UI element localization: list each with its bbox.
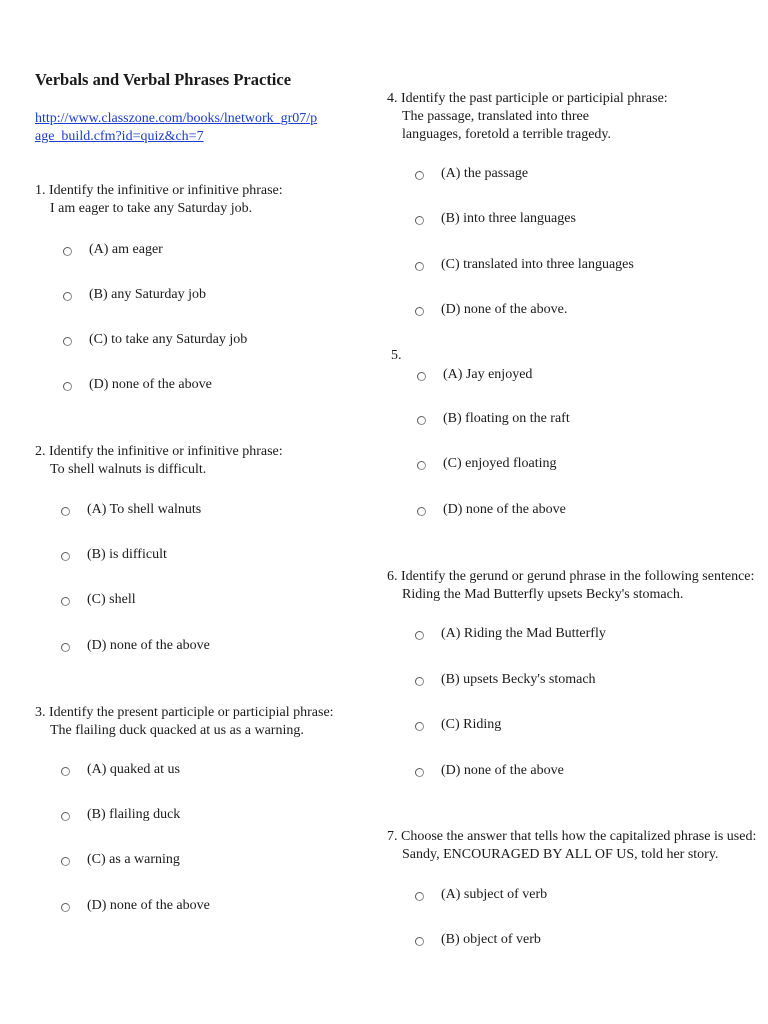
radio-button[interactable] (61, 552, 70, 561)
question-2-option-d[interactable]: (D) none of the above (61, 637, 210, 655)
question-5-option-a[interactable]: (A) Jay enjoyed (417, 366, 532, 384)
radio-button[interactable] (415, 216, 424, 225)
question-6-option-b[interactable]: (B) upsets Becky's stomach (415, 671, 596, 689)
radio-button[interactable] (61, 643, 70, 652)
quiz-link[interactable] (35, 110, 355, 146)
question-7-option-a[interactable]: (A) subject of verb (415, 886, 547, 904)
question-3 (35, 704, 334, 740)
page-title: Verbals and Verbal Phrases Practice (35, 70, 292, 89)
radio-button[interactable] (417, 372, 426, 381)
question-2-option-c[interactable]: (C) shell (61, 591, 136, 609)
radio-button[interactable] (61, 507, 70, 516)
radio-button[interactable] (63, 292, 72, 301)
question-2-sentence: To shell walnuts is difficult. (50, 462, 207, 477)
question-7-sentence: Sandy, ENCOURAGED BY ALL OF US, told her story. (402, 847, 719, 862)
question-1 (35, 182, 283, 218)
question-6-option-a[interactable]: (A) Riding the Mad Butterfly (415, 625, 606, 643)
question-4-option-a[interactable]: (A) the passage (415, 165, 528, 183)
question-5 (391, 347, 402, 365)
radio-button[interactable] (63, 247, 72, 256)
question-2 (35, 443, 283, 479)
quiz-link-line-2: age_build.cfm?id=quiz&ch=7 (35, 129, 204, 144)
radio-button[interactable] (61, 903, 70, 912)
radio-button[interactable] (417, 461, 426, 470)
question-5-option-b[interactable]: (B) floating on the raft (417, 410, 570, 428)
radio-button[interactable] (415, 768, 424, 777)
question-5-option-d[interactable]: (D) none of the above (417, 501, 566, 519)
radio-button[interactable] (415, 262, 424, 271)
question-5-option-c[interactable]: (C) enjoyed floating (417, 455, 557, 473)
question-7-stem: 7. Choose the answer that tells how the capitalized phrase is used: (387, 829, 757, 844)
question-1-option-b[interactable]: (B) any Saturday job (63, 286, 206, 304)
radio-button[interactable] (415, 892, 424, 901)
question-4-sentence: The passage, translated into three (402, 109, 589, 124)
radio-button[interactable] (415, 307, 424, 316)
question-3-option-d[interactable]: (D) none of the above (61, 897, 210, 915)
radio-button[interactable] (415, 722, 424, 731)
question-1-sentence: I am eager to take any Saturday job. (50, 201, 253, 216)
radio-button[interactable] (415, 937, 424, 946)
question-4-option-b[interactable]: (B) into three languages (415, 210, 576, 228)
radio-button[interactable] (61, 857, 70, 866)
question-1-option-c[interactable]: (C) to take any Saturday job (63, 331, 247, 349)
question-3-sentence: The flailing duck quacked at us as a warning. (50, 723, 304, 738)
quiz-link-line-1: http://www.classzone.com/books/lnetwork_gr07/p (35, 111, 318, 126)
question-7 (387, 828, 756, 864)
radio-button[interactable] (61, 767, 70, 776)
question-7-option-b[interactable]: (B) object of verb (415, 931, 541, 949)
question-4 (387, 90, 668, 144)
radio-button[interactable] (415, 631, 424, 640)
question-1-option-a[interactable]: (A) am eager (63, 241, 163, 259)
question-1-option-d[interactable]: (D) none of the above (63, 376, 212, 394)
question-6-option-d[interactable]: (D) none of the above (415, 762, 564, 780)
question-4-option-d[interactable]: (D) none of the above. (415, 301, 567, 319)
question-6-stem: 6. Identify the gerund or gerund phrase in the following sentence: (387, 569, 755, 584)
question-6 (387, 568, 754, 604)
radio-button[interactable] (61, 597, 70, 606)
radio-button[interactable] (63, 337, 72, 346)
question-6-option-c[interactable]: (C) Riding (415, 716, 501, 734)
radio-button[interactable] (61, 812, 70, 821)
question-3-option-c[interactable]: (C) as a warning (61, 851, 180, 869)
question-3-stem: 3. Identify the present participle or participial phrase: (35, 705, 334, 720)
radio-button[interactable] (63, 382, 72, 391)
question-2-stem: 2. Identify the infinitive or infinitive phrase: (35, 444, 283, 459)
question-4-stem: 4. Identify the past participle or participial phrase: (387, 91, 668, 106)
question-2-option-b[interactable]: (B) is difficult (61, 546, 167, 564)
radio-button[interactable] (417, 416, 426, 425)
question-2-option-a[interactable]: (A) To shell walnuts (61, 501, 201, 519)
question-3-option-b[interactable]: (B) flailing duck (61, 806, 180, 824)
radio-button[interactable] (415, 171, 424, 180)
question-6-sentence: Riding the Mad Butterfly upsets Becky's stomach. (402, 587, 684, 602)
question-1-stem: 1. Identify the infinitive or infinitive phrase: (35, 183, 283, 198)
radio-button[interactable] (415, 677, 424, 686)
question-4-option-c[interactable]: (C) translated into three languages (415, 256, 634, 274)
question-3-option-a[interactable]: (A) quaked at us (61, 761, 180, 779)
question-4-sentence-line-2: languages, foretold a terrible tragedy. (402, 127, 612, 142)
question-5-stem: 5. (391, 348, 402, 363)
radio-button[interactable] (417, 507, 426, 516)
